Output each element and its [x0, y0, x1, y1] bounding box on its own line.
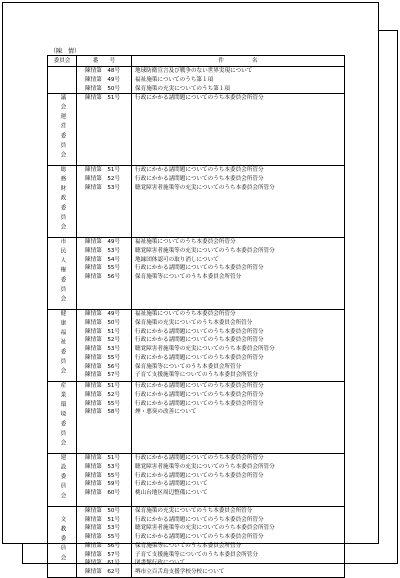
petition-number: 陳情第 49号 — [85, 76, 121, 83]
petition-title: 行政にかかる諸問題についてのうち本委員会所管分 — [135, 455, 264, 462]
petition-title: 桃山台地区周辺整備について — [135, 490, 208, 497]
table-header-row — [48, 56, 345, 67]
title-cell — [132, 67, 345, 94]
petition-number: 陳情第 56号 — [85, 542, 121, 549]
section-label: （陳 情） — [50, 48, 81, 55]
petition-title: 聴覚障害者施策等の充実についてのうち本委員会所管分 — [135, 346, 275, 353]
petition-title: 福祉施策についてのうち本委員会所管分 — [135, 239, 236, 246]
committee-name: 建設委員会 — [59, 454, 66, 503]
number-cell — [77, 238, 132, 310]
petition-title: 行政にかかる諸問題についてのうち本委員会所管分 — [135, 391, 264, 398]
petition-number: 陳情第 57号 — [85, 372, 121, 379]
petition-number: 陳情第 50号 — [85, 507, 121, 514]
back-page-edge — [22, 544, 23, 564]
petition-title: 行政にかかる諸問題についてのうち本委員会所管分 — [135, 167, 264, 174]
committee-name: 文教委員会 — [59, 515, 66, 564]
petition-number: 陳情第 53号 — [85, 463, 121, 470]
petition-title: 行政にかかる諸問題についてのうち本委員会所管分 — [135, 328, 264, 335]
petition-title: 保育施策等についてのうち本委員会所管分 — [135, 274, 242, 281]
committee-name: 議会運営委員会 — [59, 94, 66, 162]
petition-title: 行政にかかる諸問題についてのうち本委員会所管分 — [135, 175, 264, 182]
table-row — [48, 238, 345, 310]
petition-number: 陳情第 51号 — [85, 455, 121, 462]
title-cell — [132, 166, 345, 238]
petition-title: 保育施策の充実についてのうち第１項 — [135, 85, 230, 92]
back-page-edge — [397, 30, 398, 564]
table-body — [48, 67, 345, 578]
header-committee: 委員会 — [48, 56, 77, 67]
back-page-edge — [379, 30, 398, 31]
header-number: 番 号 — [77, 56, 132, 67]
petition-number: 陳情第 51号 — [85, 328, 121, 335]
petition-number: 陳情第 62号 — [85, 569, 121, 576]
table-row — [48, 67, 345, 94]
petition-number: 陳情第 52号 — [85, 391, 121, 398]
petition-title: 保育施策等についてのうち本委員会所管分 — [135, 363, 242, 370]
petition-title: 行政にかかる諸問題についてのうち本委員会所管分 — [135, 472, 264, 479]
petition-number: 陳情第 56号 — [85, 274, 121, 281]
petition-number: 陳情第 55号 — [85, 265, 121, 272]
petition-title: 行政にかかる諸問題についてのうち本委員会所管分 — [135, 265, 264, 272]
committee-cell — [48, 238, 77, 310]
petition-title: 福祉施策についてのうち第１項 — [135, 76, 214, 83]
petition-title: 子育て支援施策等についてのうち本委員会所管分 — [135, 372, 258, 379]
number-cell — [77, 166, 132, 238]
title-cell — [132, 454, 345, 507]
petition-title: 堺市立百舌鳥支援学校分校について — [135, 569, 225, 576]
petition-title: 行政にかかる諸問題についてのうち本委員会所管分 — [135, 516, 264, 523]
number-cell — [77, 506, 132, 577]
petition-title: 図書館行政について — [135, 560, 186, 567]
petition-title: 行政にかかる諸問題について — [135, 481, 208, 488]
petition-title: 聴覚障害者施策等の充実についてのうち本委員会所管分 — [135, 463, 275, 470]
petition-number: 陳情第 60号 — [85, 490, 121, 497]
petition-number: 陳情第 56号 — [85, 363, 121, 370]
petition-title: 聴覚障害者施策等の充実についてのうち本委員会所管分 — [135, 525, 275, 532]
table-row — [48, 166, 345, 238]
petition-number: 陳情第 50号 — [85, 85, 121, 92]
petition-title: 行政にかかる諸問題についてのうち本委員会所管分 — [135, 95, 264, 102]
header-title: 件 名 — [132, 56, 345, 67]
committee-name: 産業環境委員会 — [59, 382, 66, 450]
petition-number: 陳情第 54号 — [85, 256, 121, 263]
committee-cell — [48, 382, 77, 454]
table-row — [48, 382, 345, 454]
petition-number: 陳情第 59号 — [85, 481, 121, 488]
title-cell — [132, 506, 345, 577]
petition-number: 陳情第 61号 — [85, 560, 121, 567]
petition-title: 地縁団体認可の取り消しについて — [135, 256, 219, 263]
petition-number: 陳情第 58号 — [85, 409, 121, 416]
petition-number: 陳情第 50号 — [85, 319, 121, 326]
petition-title: 子育て支援施策等についてのうち本委員会所管分 — [135, 551, 258, 558]
petition-number: 陳情第 55号 — [85, 400, 121, 407]
petition-number: 陳情第 55号 — [85, 534, 121, 541]
petition-number: 陳情第 53号 — [85, 346, 121, 353]
committee-cell — [48, 454, 77, 507]
petition-title: 行政にかかる諸問題についてのうち本委員会所管分 — [135, 383, 264, 390]
number-cell — [77, 94, 132, 166]
petition-title: 地球防衛宣言及び戦争のない世界実現について — [135, 68, 253, 74]
number-cell — [77, 67, 132, 94]
petition-number: 陳情第 55号 — [85, 472, 121, 479]
petition-title: 保育施策等についてのうち本委員会所管分 — [135, 542, 242, 549]
petition-number: 陳情第 53号 — [85, 525, 121, 532]
committee-cell — [48, 506, 77, 577]
table-row — [48, 94, 345, 166]
table-row — [48, 454, 345, 507]
petition-number: 陳情第 49号 — [85, 311, 121, 318]
table-row — [48, 310, 345, 382]
petition-number: 陳情第 51号 — [85, 516, 121, 523]
petition-number: 陳情第 52号 — [85, 175, 121, 182]
petition-number: 陳情第 57号 — [85, 551, 121, 558]
number-cell — [77, 310, 132, 382]
petition-number: 陳情第 51号 — [85, 167, 121, 174]
petition-title: 行政にかかる諸問題についてのうち本委員会所管分 — [135, 354, 264, 361]
petition-number: 陳情第 53号 — [85, 247, 121, 254]
petition-number: 陳情第 53号 — [85, 184, 121, 191]
petition-number: 陳情第 49号 — [85, 239, 121, 246]
petition-title: 保育施策の充実についてのうち本委員会所管分 — [135, 319, 253, 326]
title-cell — [132, 310, 345, 382]
committee-cell — [48, 94, 77, 166]
title-cell — [132, 238, 345, 310]
committee-cell — [48, 67, 77, 94]
number-cell — [77, 382, 132, 454]
petition-title: 行政にかかる諸問題についてのうち本委員会所管分 — [135, 337, 264, 344]
committee-cell — [48, 310, 77, 382]
petition-title: 煙・悪臭の改善について — [135, 409, 197, 416]
petition-number: 陳情第 55号 — [85, 354, 121, 361]
title-cell — [132, 94, 345, 166]
committee-name: 健康福祉委員会 — [59, 310, 66, 378]
table-row — [48, 506, 345, 577]
petition-title: 行政にかかる諸問題についてのうち本委員会所管分 — [135, 534, 264, 541]
petition-number: 陳情第 48号 — [85, 68, 121, 74]
title-cell — [132, 382, 345, 454]
committee-cell — [48, 166, 77, 238]
petition-title: 行政にかかる諸問題についてのうち本委員会所管分 — [135, 400, 264, 407]
petition-title: 福祉施策についてのうち本委員会所管分 — [135, 311, 236, 318]
petition-title: 聴覚障害者施策等の充実についてのうち本委員会所管分 — [135, 247, 275, 254]
petition-number: 陳情第 51号 — [85, 95, 121, 102]
petition-number: 陳情第 52号 — [85, 337, 121, 344]
committee-name: 市民人権委員会 — [59, 238, 66, 306]
number-cell — [77, 454, 132, 507]
committee-name: 総務財政委員会 — [59, 166, 66, 234]
petition-title: 保育施策の充実についてのうち本委員会所管分 — [135, 507, 253, 514]
petition-number: 陳情第 51号 — [85, 383, 121, 390]
petition-title: 聴覚障害者施策等の充実についてのうち本委員会所管分 — [135, 184, 275, 191]
petition-table — [47, 55, 345, 578]
